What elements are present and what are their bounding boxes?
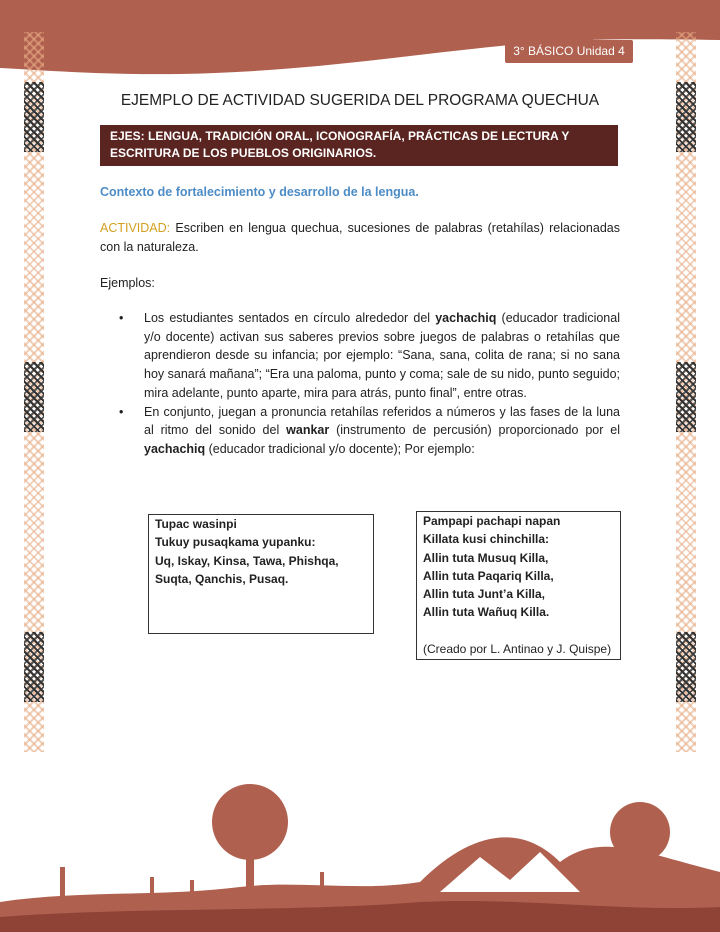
term: wankar [286, 423, 330, 438]
text: (educador tradicional y/o docente) activan sus saberes previos sobre juegos de palabras o retahílas que aprendieron desde su infancia; por ejemplo: “Sana, sana, colita de rana; si no sana hoy sanará mañana”; “Era una paloma, punto y coma; sale de su nido, punto seguido; mira adelante, punto aparte, mira para atrás, punto final”, entre otras. [144, 311, 620, 400]
activity-paragraph [100, 219, 620, 256]
text: Los estudiantes sentados en círculo alrededor del [144, 311, 436, 325]
list-item [144, 309, 620, 403]
examples-list [100, 309, 620, 459]
term: yachachiq [435, 311, 497, 325]
ejes-banner: EJES: LENGUA, TRADICIÓN ORAL, ICONOGRAFÍA, PRÁCTICAS DE LECTURA Y ESCRITURA DE LOS PUEBLOS ORIGINARIOS. [100, 125, 618, 166]
box-line: Allin tuta Junt’a Killa, [423, 587, 546, 602]
text: En conjunto, juegan a pronuncia retahílas referidos a números y las fases de la luna al ritmo del sonido del [144, 404, 620, 438]
box-line: Allin tuta Paqariq Killa, [423, 568, 554, 583]
box-line: Allin tuta Wañuq Killa. [423, 605, 550, 620]
right-pattern-border [676, 32, 696, 752]
footer-landscape-illustration [0, 762, 720, 932]
grade-unit-badge: 3° BÁSICO Unidad 4 [505, 40, 633, 63]
page-title: EJEMPLO DE ACTIVIDAD SUGERIDA DEL PROGRAMA QUECHUA [120, 92, 600, 109]
text: (instrumento de percusión) proporcionado por el [329, 423, 620, 438]
box-line: Allin tuta Musuq Killa, [423, 550, 549, 565]
left-pattern-border [24, 32, 44, 752]
box-line: Killata kusi chinchilla: [423, 532, 550, 547]
box-line: Pampapi pachapi napan [423, 514, 561, 528]
example-box-numbers [148, 514, 374, 634]
list-item [144, 403, 620, 459]
context-heading: Contexto de fortalecimiento y desarrollo de la lengua. [100, 185, 419, 199]
activity-label: ACTIVIDAD: [100, 221, 171, 235]
activity-text: Escriben en lengua quechua, sucesiones de palabras (retahílas) relacionadas con la naturaleza. [100, 221, 620, 254]
example-box-moon [416, 511, 621, 660]
examples-label: Ejemplos: [100, 276, 155, 290]
box-line: Tupac wasinpi [155, 517, 237, 531]
term: yachachiq [144, 441, 206, 456]
credit-line: (Creado por L. Antinao y J. Quispe) [423, 641, 612, 656]
box-line: Tukuy pusaqkama yupanku: [155, 535, 316, 550]
text: (educador tradicional y/o docente); Por ejemplo: [205, 441, 475, 456]
box-line: Uq, Iskay, Kinsa, Tawa, Phishqa, Suqta, Qanchis, Pusaq. [155, 553, 339, 586]
